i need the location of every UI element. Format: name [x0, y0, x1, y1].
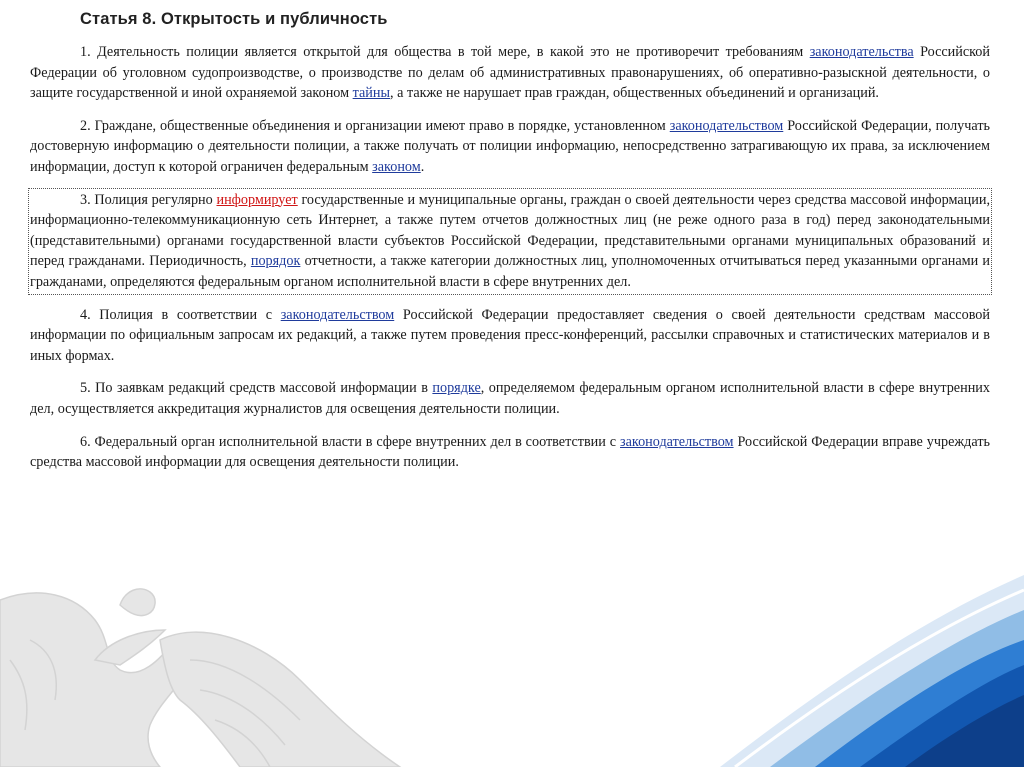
paragraph-text: 6. Федеральный орган исполнительной власти в сфере внутренних дел в соответствии с: [80, 433, 620, 450]
blue-swoosh-graphic: [720, 575, 1024, 767]
link-procedure[interactable]: порядок: [250, 253, 301, 270]
paragraph-text: , определяемом федеральным органом исполнительной власти в сфере внутренних дел, осуществляется аккредитация журналистов для освещения деятельности полиции.: [30, 380, 990, 417]
article-title: Статья 8. Открытость и публичность: [80, 10, 388, 28]
paragraph-text: Российской Федерации об уголовном судопроизводстве, о производстве по делам об административных правонарушениях, об оперативно-разыскной деятельности, о защите государственной и иной охраняемой законом: [30, 44, 990, 102]
link-informs[interactable]: информирует: [216, 191, 298, 208]
link-legislation[interactable]: законодательством: [620, 433, 734, 450]
paragraph-1: [30, 42, 990, 104]
paragraph-2: [30, 116, 990, 178]
link-secret[interactable]: тайны: [352, 85, 391, 102]
link-procedure[interactable]: порядке: [432, 380, 481, 397]
link-legislation[interactable]: законодательством: [669, 117, 784, 134]
paragraph-text: .: [420, 158, 425, 175]
paragraph-5: [30, 378, 990, 419]
paragraph-text: 4. Полиция в соответствии с: [80, 306, 281, 323]
paragraph-4: [30, 305, 990, 367]
link-legislation[interactable]: законодательства: [809, 44, 914, 60]
paragraph-text: 5. По заявкам редакций средств массовой информации в: [80, 380, 433, 397]
paragraph-text: 1. Деятельность полиции является открытой для общества в той мере, в какой это не противоречит требованиям: [80, 44, 810, 60]
paragraph-text: 2. Граждане, общественные объединения и организации имеют право в порядке, установленном: [80, 117, 670, 134]
paragraph-text: Российской Федерации вправе учреждать средства массовой информации для освещения деятельности полиции.: [30, 433, 990, 471]
eagle-emblem-watermark: [0, 589, 400, 767]
paragraph-3: [30, 190, 990, 293]
paragraph-text: государственные и муниципальные органы, граждан о своей деятельности через средства массовой информации, информационно-телекоммуникационную сеть Интернет, а также путем отчетов должностных лиц (не реже одного раза в год) перед законодательными (представительными) органами государственной власти субъектов Российской Федерации, представительными органами муниципальных образований и перед гражданами. Периодичность,: [30, 191, 991, 270]
paragraph-text: отчетности, а также категории должностных лиц, уполномоченных отчитываться перед указанными органами и гражданами, определяются федеральным органом исполнительной власти в сфере внутренних дел.: [30, 253, 990, 290]
paragraph-text: , а также не нарушает прав граждан, общественных объединений и организаций.: [390, 85, 879, 102]
paragraph-text: 3. Полиция регулярно: [80, 191, 217, 208]
link-law[interactable]: законом: [372, 158, 421, 175]
paragraph-6: [30, 432, 990, 473]
paragraph-text: Российской Федерации предоставляет сведения о своей деятельности средствам массовой информации по официальным запросам их редакций, а также путем проведения пресс-конференций, рассылки справочных и статистических материалов и в иных формах.: [30, 306, 990, 364]
document-page: [30, 10, 990, 485]
paragraph-text: Российской Федерации, получать достоверную информацию о деятельности полиции, а также получать от полиции информацию, непосредственно затрагивающую их права, за исключением информации, доступ к которой ограничен федеральным: [30, 117, 990, 175]
link-legislation[interactable]: законодательством: [280, 306, 395, 323]
